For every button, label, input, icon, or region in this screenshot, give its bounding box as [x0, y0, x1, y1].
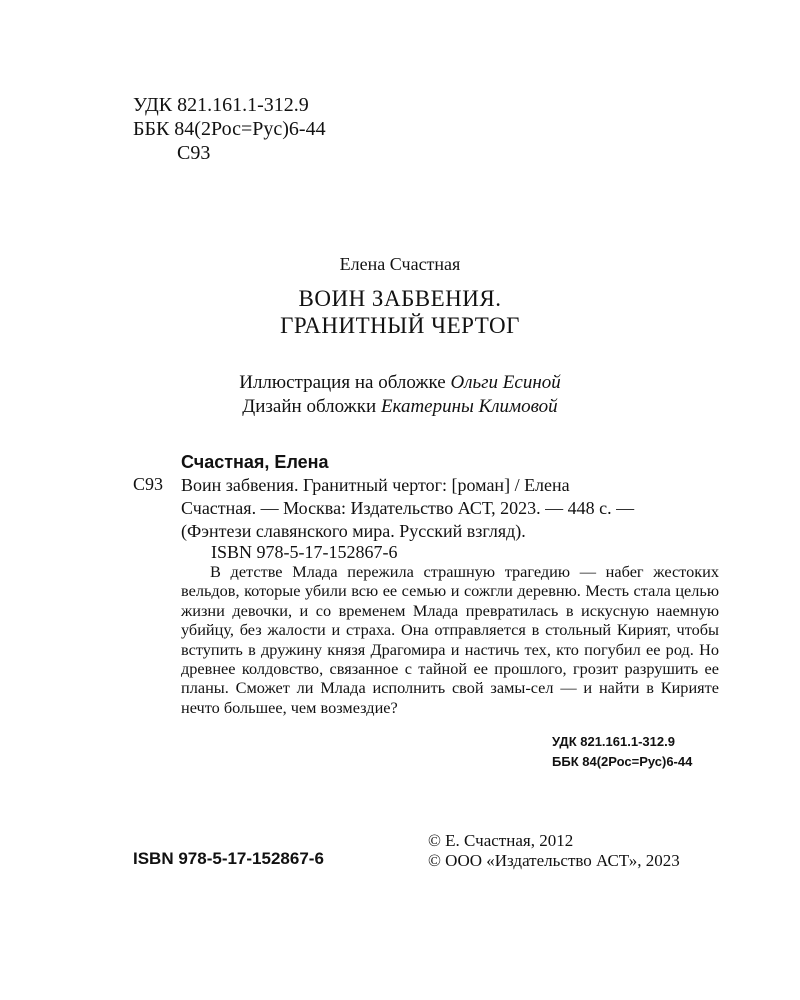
card-udk: УДК 821.161.1-312.9	[552, 734, 675, 749]
illustration-credit: Иллюстрация на обложке Ольги Есиной	[239, 372, 561, 393]
copyright-block	[428, 831, 680, 871]
book-title	[0, 285, 800, 339]
title-line-1: ВОИН ЗАБВЕНИЯ.	[298, 286, 502, 311]
description-line-3: (Фэнтези славянского мира. Русский взгляд).	[181, 521, 526, 541]
title-line-2: ГРАНИТНЫЙ ЧЕРТОГ	[280, 313, 520, 338]
footer-isbn: ISBN 978-5-17-152867-6	[133, 849, 324, 868]
credits	[0, 371, 800, 419]
catalog-card-classification	[552, 732, 692, 772]
author-sign: С93	[177, 142, 211, 164]
bbk-code: ББК 84(2Рос=Рус)6-44	[133, 118, 326, 140]
copyright-publisher: © ООО «Издательство АСТ», 2023	[428, 851, 680, 870]
card-bbk: ББК 84(2Рос=Рус)6-44	[552, 754, 693, 769]
illustrator-name: Ольги Есиной	[450, 372, 561, 393]
designer-name: Екатерины Климовой	[380, 396, 558, 417]
book-author: Елена Счастная	[339, 254, 461, 274]
udk-code: УДК 821.161.1-312.9	[133, 94, 309, 116]
design-credit: Дизайн обложки Екатерины Климовой	[242, 396, 558, 417]
classification-block	[133, 93, 326, 165]
catalog-card-code: С93	[133, 474, 164, 494]
catalog-card-heading: Счастная, Елена	[181, 452, 329, 472]
copyright-author: © Е. Счастная, 2012	[428, 831, 574, 850]
annotation	[181, 562, 719, 717]
catalog-card-description	[181, 474, 717, 543]
catalog-card-isbn: ISBN 978-5-17-152867-6	[211, 542, 398, 562]
annotation-text: В детстве Млада пережила страшную трагедию — набег жестоких вельдов, которые убили всю ее семью и сожгли деревню. Месть стала целью жизни девочки, и со временем Млада превратилась в искусную наемную убийцу, без жалости и страха. Она отправляется в стольный Кирият, чтобы вступить в дружину князя Драгомира и настичь тех, кто погубил ее род. Но древнее колдовство, связанное с тайной ее прошлого, грозит разрушить ее планы. Сможет ли Млада исполнить свой замы-сел — и найти в Кирияте нечто большее, чем возмездие?	[181, 562, 719, 717]
description-line-1: Воин забвения. Гранитный чертог: [роман] / Елена	[181, 475, 570, 495]
description-line-2: Счастная. — Москва: Издательство АСТ, 2023. — 448 с. —	[181, 498, 635, 518]
